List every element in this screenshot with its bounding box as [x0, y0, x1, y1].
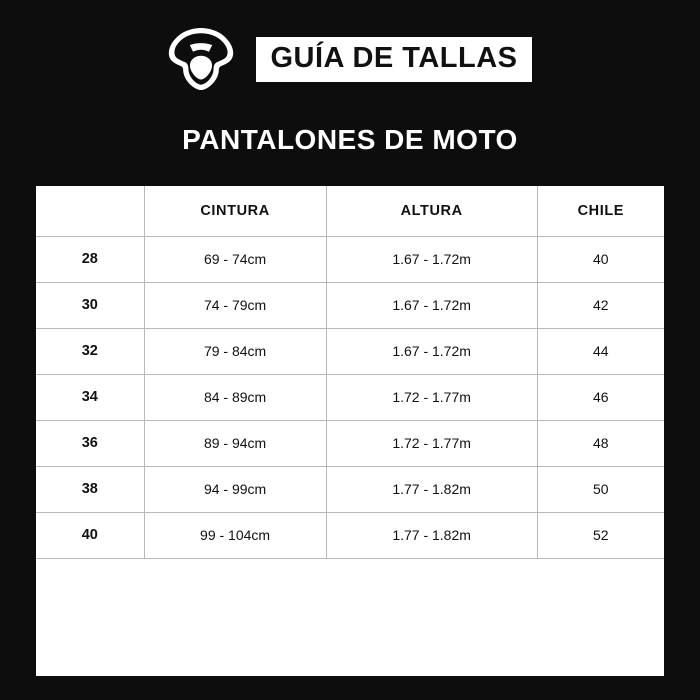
page-subtitle: PANTALONES DE MOTO: [182, 124, 518, 155]
column-header-chile: CHILE: [537, 186, 664, 236]
table-row: [36, 512, 664, 558]
table-row: [36, 374, 664, 420]
cell-altura: 1.67 - 1.72m: [326, 236, 537, 282]
cell-altura: 1.67 - 1.72m: [326, 282, 537, 328]
table-row: [36, 282, 664, 328]
table-header-row: [36, 186, 664, 236]
column-header-size: [36, 186, 144, 236]
cell-chile: 46: [537, 374, 664, 420]
table-row: [36, 420, 664, 466]
header: [0, 24, 700, 94]
cell-size: 36: [36, 420, 144, 466]
cell-size: 28: [36, 236, 144, 282]
column-header-altura: ALTURA: [326, 186, 537, 236]
cell-chile: 48: [537, 420, 664, 466]
cell-cintura: 79 - 84cm: [144, 328, 326, 374]
cell-size: 32: [36, 328, 144, 374]
cell-chile: 50: [537, 466, 664, 512]
cell-size: 38: [36, 466, 144, 512]
cell-altura: 1.77 - 1.82m: [326, 512, 537, 558]
cell-altura: 1.72 - 1.77m: [326, 374, 537, 420]
size-table: [36, 186, 664, 559]
cell-cintura: 84 - 89cm: [144, 374, 326, 420]
page-title: GUÍA DE TALLAS: [256, 37, 531, 82]
cell-size: 40: [36, 512, 144, 558]
table-row: [36, 328, 664, 374]
cell-chile: 40: [537, 236, 664, 282]
table-row: [36, 236, 664, 282]
cell-size: 30: [36, 282, 144, 328]
cell-cintura: 94 - 99cm: [144, 466, 326, 512]
cell-chile: 52: [537, 512, 664, 558]
size-table-card: [36, 186, 664, 676]
cell-size: 34: [36, 374, 144, 420]
cell-cintura: 99 - 104cm: [144, 512, 326, 558]
cell-chile: 44: [537, 328, 664, 374]
table-row: [36, 466, 664, 512]
column-header-cintura: CINTURA: [144, 186, 326, 236]
cell-cintura: 74 - 79cm: [144, 282, 326, 328]
cell-chile: 42: [537, 282, 664, 328]
cell-altura: 1.77 - 1.82m: [326, 466, 537, 512]
cell-cintura: 69 - 74cm: [144, 236, 326, 282]
fox-head-logo: [168, 28, 234, 90]
card-spacer: [36, 559, 664, 649]
cell-altura: 1.67 - 1.72m: [326, 328, 537, 374]
cell-altura: 1.72 - 1.77m: [326, 420, 537, 466]
cell-cintura: 89 - 94cm: [144, 420, 326, 466]
